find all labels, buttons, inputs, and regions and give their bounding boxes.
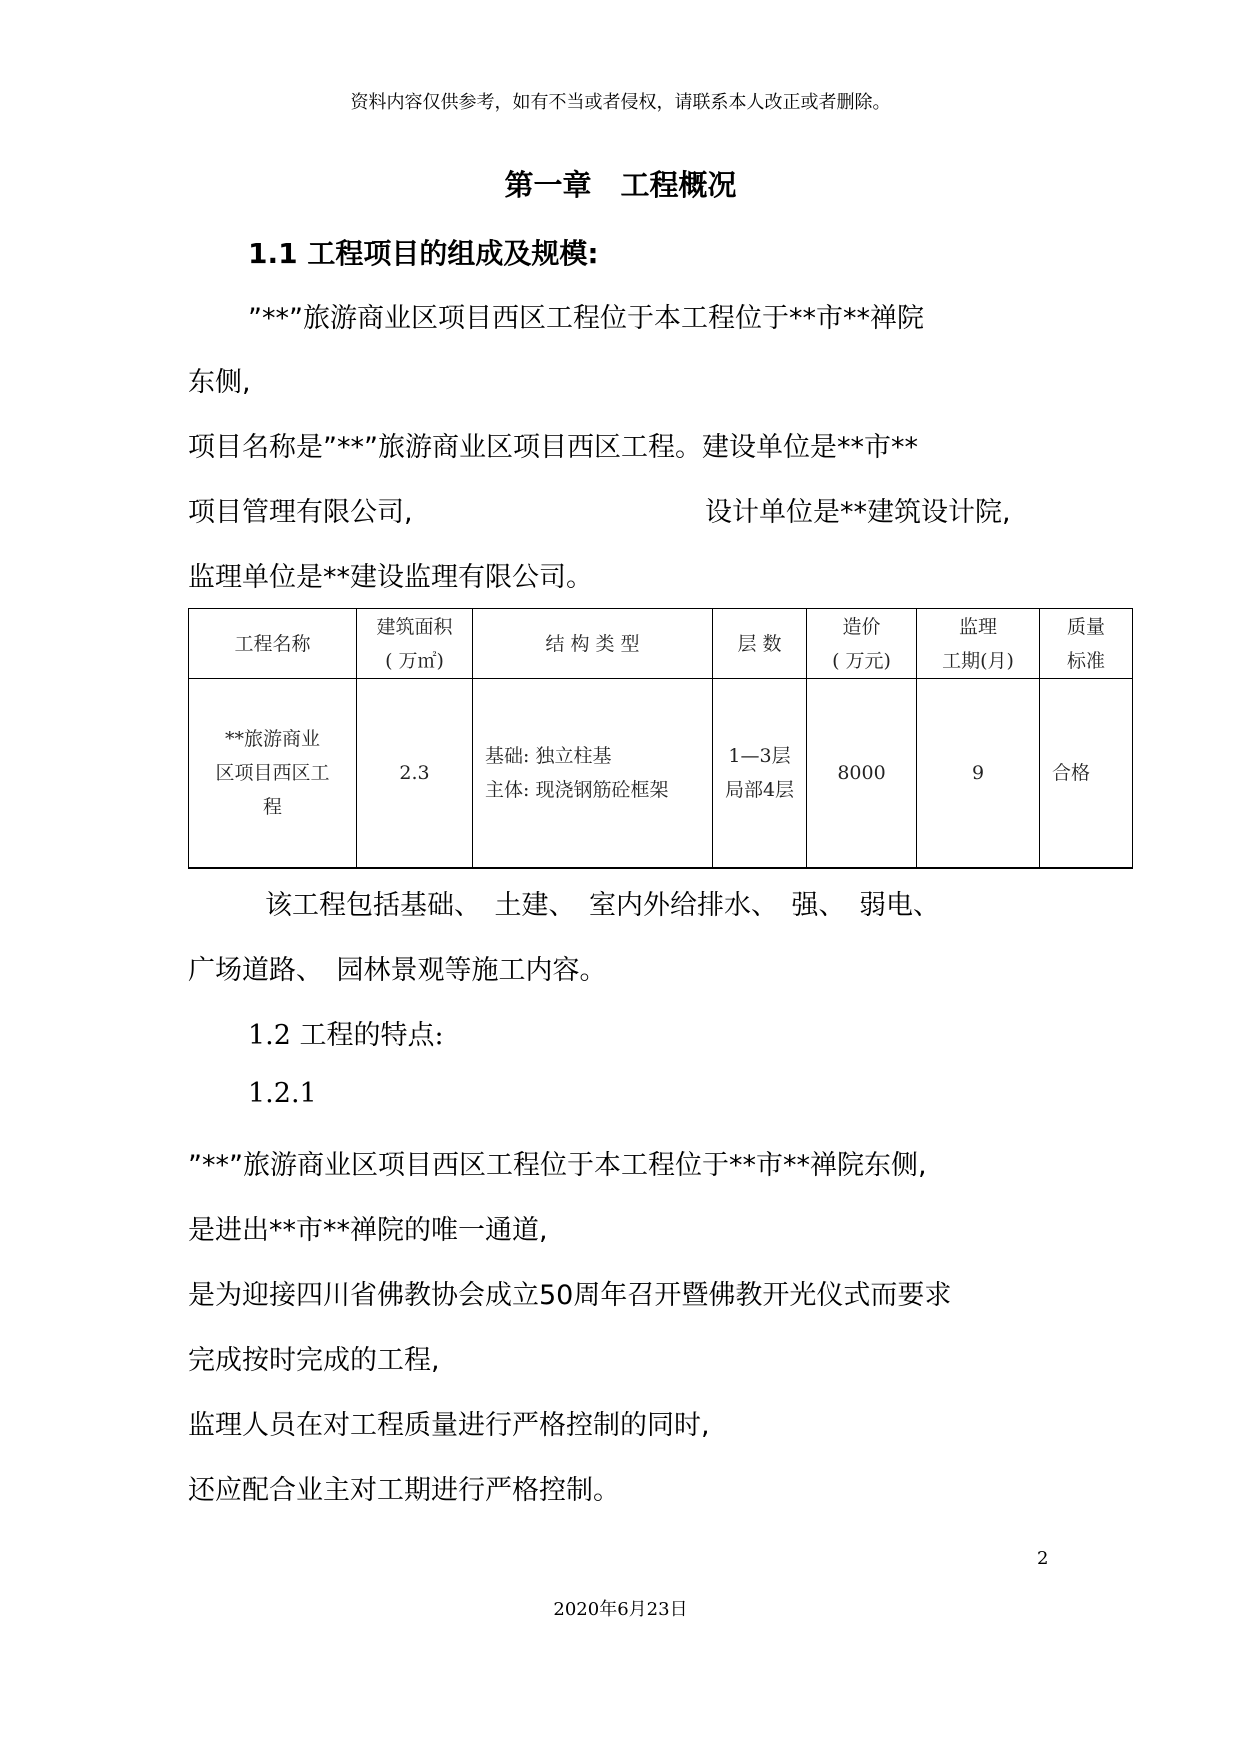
features-line-5: 监理人员在对工程质量进行严格控制的同时, xyxy=(188,1410,710,1441)
features-line-6: 还应配合业主对工期进行严格控制。 xyxy=(188,1475,620,1506)
cell-floor-area: 2.3 xyxy=(357,679,473,869)
project-spec-table xyxy=(188,608,1133,869)
intro-line-1: ”**”旅游商业区项目西区工程位于本工程位于**市**禅院 xyxy=(248,303,924,334)
chapter-title: 第一章 工程概况 xyxy=(504,168,737,202)
intro-line-5: 设计单位是**建筑设计院, xyxy=(705,497,1011,528)
section-heading-1-1: 1.1 工程项目的组成及规模: xyxy=(248,237,599,270)
intro-line-2: 东侧, xyxy=(188,367,251,398)
scope-line-2: 广场道路、 园林景观等施工内容。 xyxy=(188,955,607,986)
header-disclaimer: 资料内容仅供参考，如有不当或者侵权，请联系本人改正或者删除。 xyxy=(350,92,891,113)
features-line-4: 完成按时完成的工程, xyxy=(188,1345,440,1376)
cell-project-name: **旅游商业 区项目西区工 程 xyxy=(189,679,357,869)
header-cell-floors: 层 数 xyxy=(713,609,807,679)
cell-supervision-period: 9 xyxy=(917,679,1040,869)
cell-floors: 1—3层 局部4层 xyxy=(713,679,807,869)
features-line-2: 是进出**市**禅院的唯一通道, xyxy=(188,1215,548,1246)
features-line-1: ”**”旅游商业区项目西区工程位于本工程位于**市**禅院东侧, xyxy=(188,1150,927,1181)
page-number: 2 xyxy=(1037,1548,1049,1569)
section-heading-1-2: 1.2 工程的特点: xyxy=(248,1020,444,1051)
cell-cost: 8000 xyxy=(807,679,917,869)
cell-structure-type: 基础: 独立柱基 主体: 现浇钢筋砼框架 xyxy=(473,679,713,869)
cell-quality-standard: 合格 xyxy=(1040,679,1133,869)
header-cell-structure-type: 结 构 类 型 xyxy=(473,609,713,679)
intro-line-3: 项目名称是”**”旅游商业区项目西区工程。建设单位是**市** xyxy=(188,432,918,463)
header-cell-floor-area: 建筑面积 ( 万㎡) xyxy=(357,609,473,679)
header-cell-quality-standard: 质量 标准 xyxy=(1040,609,1133,679)
table-header-row xyxy=(189,609,1133,679)
section-heading-1-2-1: 1.2.1 xyxy=(248,1078,317,1109)
intro-line-6: 监理单位是**建设监理有限公司。 xyxy=(188,562,593,593)
intro-line-4: 项目管理有限公司, xyxy=(188,497,413,528)
scope-line-1: 该工程包括基础、 土建、 室内外给排水、 强、 弱电、 xyxy=(265,890,940,921)
table-row xyxy=(189,679,1133,869)
header-cell-cost: 造价 ( 万元) xyxy=(807,609,917,679)
header-cell-supervision-period: 监理 工期(月) xyxy=(917,609,1040,679)
footer-date: 2020年6月23日 xyxy=(553,1599,688,1620)
header-cell-project-name: 工程名称 xyxy=(189,609,357,679)
features-line-3: 是为迎接四川省佛教协会成立50周年召开暨佛教开光仪式而要求 xyxy=(188,1280,952,1311)
